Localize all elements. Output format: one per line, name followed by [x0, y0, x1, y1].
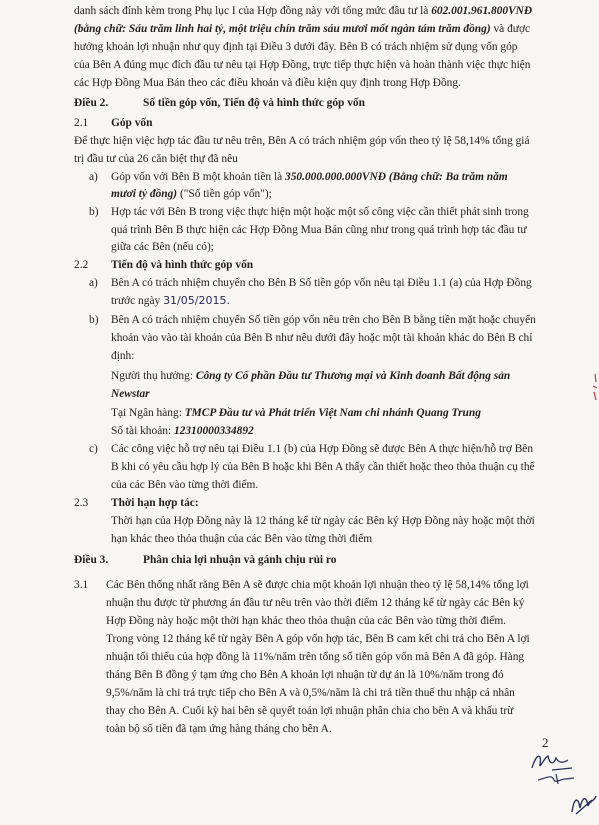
section-2-1-para-2: trị đầu tư của 26 căn biệt thự đã nêu — [74, 153, 238, 165]
item-2-1-a-tail: ("Số tiền góp vốn"); — [177, 188, 272, 200]
section-2-3-line-2: hạn khác theo thỏa thuận của các Bên vào từng thời điểm — [111, 533, 373, 545]
section-2-2-title: Tiến độ và hình thức góp vốn — [111, 259, 254, 271]
payee-label: Người thụ hưởng: — [111, 370, 196, 382]
investment-total-words: (bằng chữ: Sáu trăm linh hai tỷ, một triệu chín trăm sáu mươi mốt ngàn tám trăm đồng) — [74, 23, 491, 35]
payee-line-2: Newstar — [111, 388, 150, 400]
intro-line-2 — [74, 22, 530, 36]
section-3-1-number: 3.1 — [74, 579, 89, 591]
item-2-2-b-line-2: khoản vào vào tài khoản của Bên B như nêu dưới đây hoặc một tài khoản khác do Bên B chỉ — [111, 332, 533, 344]
article-3-title: Phân chia lợi nhuận và gánh chịu rủi ro — [143, 554, 337, 566]
account-line — [111, 424, 254, 438]
account-number: 12310000334892 — [173, 425, 254, 437]
item-2-1-a-marker: a) — [89, 171, 98, 183]
initial-signature-bottom — [568, 790, 598, 818]
article-2-title: Số tiền góp vốn, Tiến độ và hình thức góp vốn — [143, 97, 365, 109]
section-2-1-para-1: Để thực hiện việc hợp tác đầu tư nêu trên, Bên A có trách nhiệm góp vốn theo tỷ lệ 58,14% tổng giá — [74, 135, 530, 147]
article-2-number: Điều 2. — [74, 97, 109, 109]
item-2-2-c-line-3: của các Bên vào từng thời điểm. — [111, 479, 259, 491]
item-2-2-c-line-2: B khi có yêu cầu hợp lý của Bên B hoặc khi Bên A thấy cần thiết hoặc theo thỏa thuận cụ thể — [111, 461, 535, 473]
section-2-3-title: Thời hạn hợp tác: — [111, 497, 199, 509]
section-2-3-line-1: Thời hạn của Hợp Đồng này là 12 tháng kể từ ngày các Bên ký Hợp Đồng này hoặc một thời — [111, 515, 535, 527]
bank-line — [111, 406, 481, 420]
item-2-1-b-line-2: quá trình Bên B thực hiện các Hợp Đồng Mua Bán cũng như trong quá trình hợp tác đầu tư — [111, 224, 527, 236]
section-2-2-number: 2.2 — [74, 259, 89, 271]
account-label: Số tài khoản: — [111, 425, 174, 437]
section-3-1-line-8: thay cho Bên A. Cuối kỳ hai bên sẽ quyết toán lợi nhuận phân chia cho bên A và khấu trừ — [106, 705, 514, 717]
payment-deadline-date: 31/05/2015. — [163, 294, 230, 307]
item-2-1-a-line-1 — [111, 170, 508, 184]
investment-total-amount: 602.001.961.800VNĐ — [431, 5, 533, 17]
item-2-2-a-line-2 — [111, 294, 230, 308]
item-2-1-b-marker: b) — [89, 206, 99, 218]
section-3-1-line-9: toàn bộ số tiền đã tạm ứng hàng tháng cho bên A. — [106, 723, 332, 735]
item-2-2-a-text: trước ngày — [111, 295, 164, 307]
section-3-1-line-4: Trong vòng 12 tháng kể từ ngày Bên A góp vốn hợp tác, Bên B cam kết chi trả cho Bên A lợi — [106, 633, 530, 645]
payee-name: Công ty Cổ phần Đầu tư Thương mại và Kinh doanh Bất động sản — [195, 370, 511, 382]
page-number: 2 — [542, 735, 549, 750]
intro-line-3: hưởng khoản lợi nhuận như quy định tại Điều 3 dưới đây. Bên B có trách nhiệm sử dụng vốn góp — [74, 41, 518, 53]
capital-contribution-amount: 350.000.000.000VNĐ (Bằng chữ: Ba trăm năm — [285, 171, 508, 183]
item-2-1-b-line-1: Hợp tác với Bên B trong việc thực hiện một hoặc một số công việc cần thiết phát sinh trong — [111, 206, 529, 218]
bank-name: TMCP Đầu tư và Phát triển Việt Nam chi nhánh Quang Trung — [184, 407, 481, 419]
section-3-1-line-2: nhuận thu được từ phương án đầu tư nêu trên vào thời điểm 12 tháng kể từ ngày các Bên ký — [106, 597, 525, 609]
margin-stamp-mark — [590, 372, 599, 402]
intro-line-1-text: danh sách đính kèm trong Phụ lục I của Hợp đồng này với tổng mức đầu tư là — [74, 5, 432, 17]
item-2-2-c-marker: c) — [89, 443, 98, 455]
capital-contribution-words: mươi tỷ đồng) — [111, 188, 178, 200]
section-3-1-line-6: tháng Bên B đồng ý tạm ứng cho Bên A khoản lợi nhuận từ dự án là 10%/năm trong đó — [106, 669, 504, 681]
intro-line-1 — [74, 4, 532, 18]
item-2-2-b-marker: b) — [89, 314, 99, 326]
intro-line-4: của Bên A đúng mục đích đầu tư nêu tại Hợp Đồng, trực tiếp thực hiện và hoàn thành việc thực hiện — [74, 59, 531, 71]
item-2-1-a-text: Góp vốn với Bên B một khoản tiền là — [111, 171, 286, 183]
item-2-2-c-line-1: Các công việc hỗ trợ nêu tại Điều 1.1 (b) của Hợp Đồng sẽ được Bên A thực hiện/hỗ trợ Bên — [111, 443, 534, 455]
section-3-1-line-3: Hợp Đồng này hoặc một thời hạn khác theo thỏa thuận của các Bên vào từng thời điểm. — [106, 615, 507, 627]
item-2-2-b-line-3: định: — [111, 350, 135, 362]
intro-line-2-tail: và được — [490, 23, 531, 35]
item-2-1-a-line-2 — [111, 187, 272, 201]
intro-line-5: các Hợp Đồng Mua Bán theo các điều khoản và điều kiện quy định trong Hợp Đồng. — [74, 77, 461, 89]
bank-label: Tại Ngân hàng: — [111, 407, 185, 419]
item-2-2-b-line-1: Bên A có trách nhiệm chuyển Số tiền góp vốn nêu trên cho Bên B bằng tiền mặt hoặc chuyển — [111, 314, 536, 326]
section-2-3-number: 2.3 — [74, 497, 89, 509]
section-3-1-line-1: Các Bên thống nhất rằng Bên A sẽ được chia một khoản lợi nhuận theo tỷ lệ 58,14% tổng lợi — [106, 579, 529, 591]
item-2-1-b-line-3: giữa các Bên (nếu có); — [111, 241, 214, 253]
section-3-1-line-7: 9,5%/năm là chi trả trực tiếp cho Bên A và 0,5%/năm là chi trả tiền thuế thu nhập cá nhân — [106, 687, 515, 699]
item-2-2-a-marker: a) — [89, 277, 98, 289]
section-2-1-title: Góp vốn — [111, 117, 153, 129]
initial-signature-middle — [536, 770, 576, 788]
payee-line-1 — [111, 369, 510, 383]
section-3-1-line-5: nhuận tối thiểu của hợp đồng là 11%/năm trên tổng số tiền góp vốn mà Bên A đã góp. Hàng — [106, 651, 525, 663]
article-3-number: Điều 3. — [74, 554, 109, 566]
section-2-1-number: 2.1 — [74, 117, 89, 129]
item-2-2-a-line-1: Bên A có trách nhiệm chuyển cho Bên B Số tiền góp vốn nêu tại Điều 1.1 (a) của Hợp Đồng — [111, 277, 532, 289]
